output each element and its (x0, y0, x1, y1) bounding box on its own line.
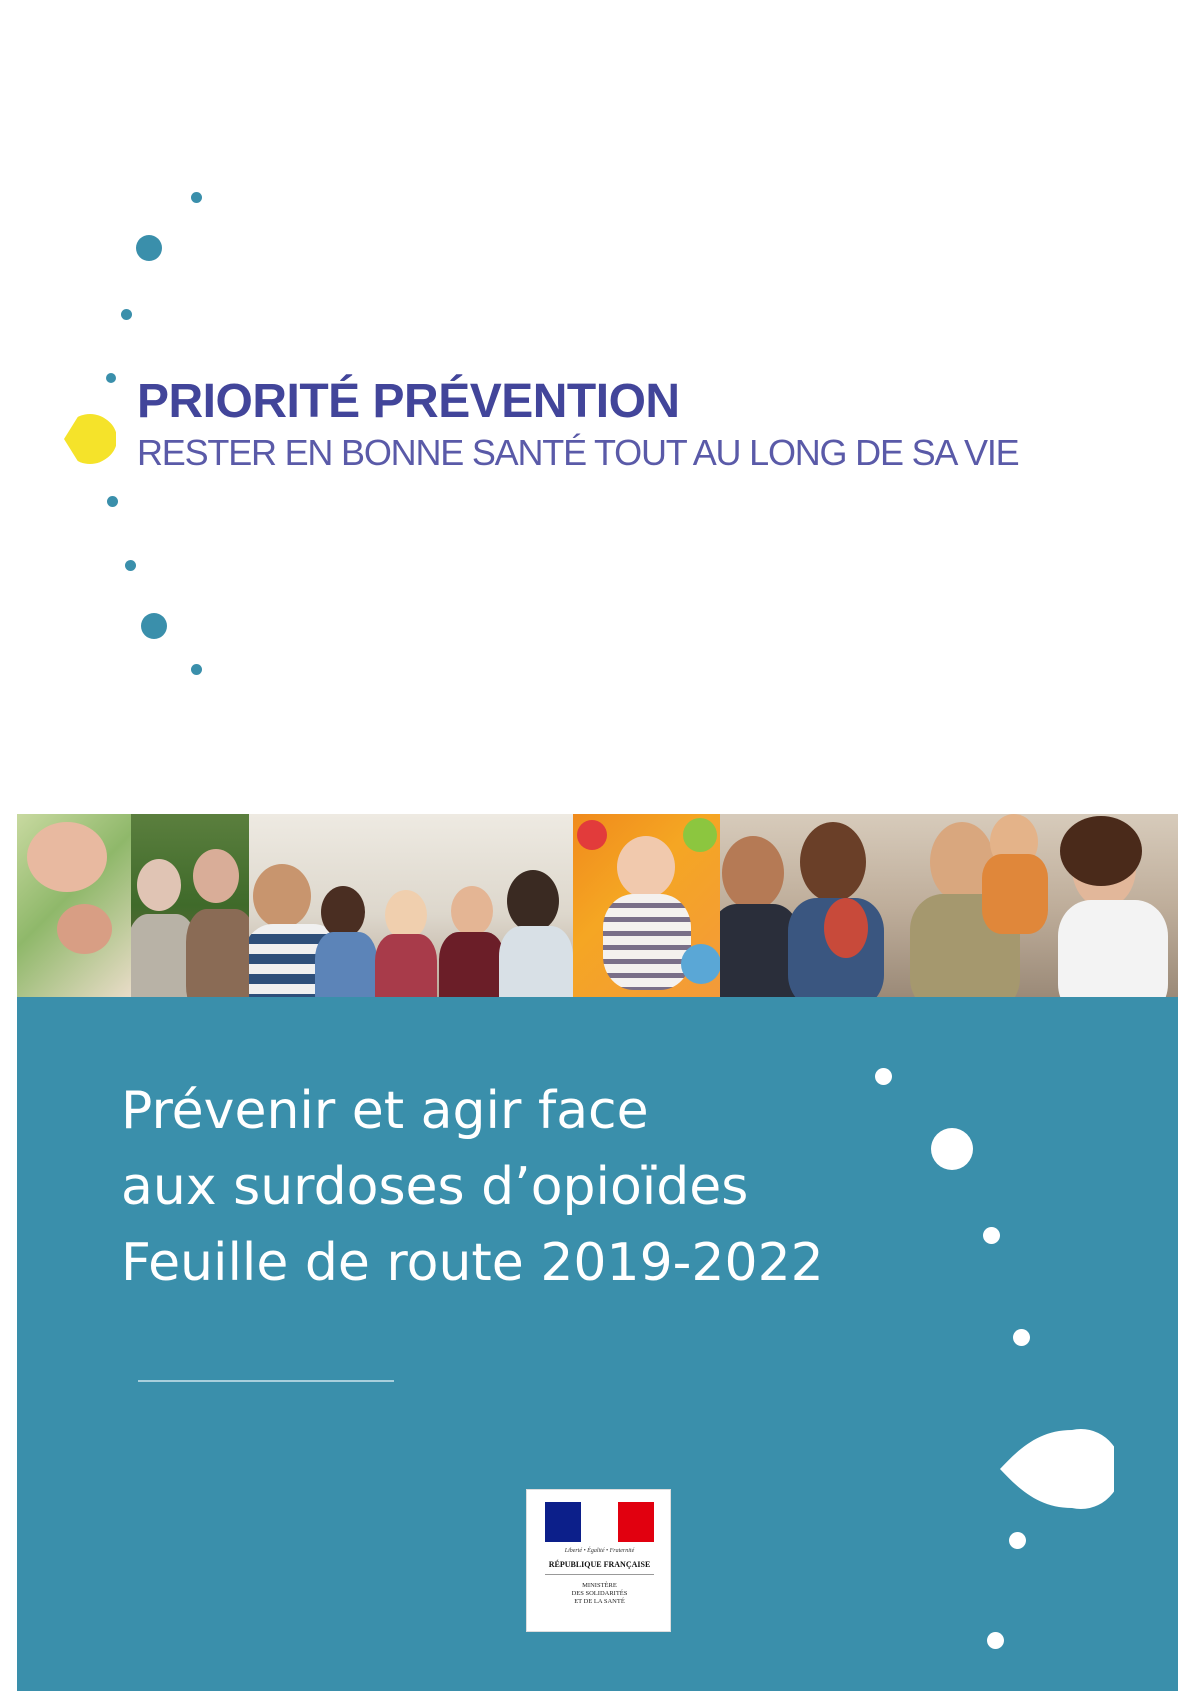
decor-dot (191, 192, 202, 203)
decor-dot (125, 560, 136, 571)
person-head (385, 890, 427, 940)
scarf-shape (824, 898, 868, 958)
man-head (193, 849, 239, 903)
person-head (253, 864, 311, 928)
person-body (375, 934, 437, 997)
toy-shape (683, 818, 717, 852)
header-block (137, 375, 1019, 473)
person-body (439, 932, 505, 997)
ministere-line: DES SOLIDARITÉS (571, 1590, 628, 1597)
ministere-line: ET DE LA SANTÉ (574, 1598, 625, 1605)
hand-shape (57, 904, 112, 954)
woman-head (137, 859, 181, 911)
flag-red-band (618, 1502, 654, 1542)
baby-hands-photo (17, 814, 131, 997)
cover-panel (17, 997, 1178, 1691)
baby-head (617, 836, 675, 898)
flag-icon (545, 1502, 654, 1542)
person-head (800, 822, 866, 902)
decor-dot (1013, 1329, 1030, 1346)
logo-divider (545, 1574, 654, 1575)
cover-title-line: Feuille de route 2019-2022 (121, 1233, 824, 1293)
person-body (499, 926, 573, 997)
toy-shape (577, 820, 607, 850)
decor-dot (121, 309, 132, 320)
flag-white-band (581, 1502, 618, 1542)
photo-strip (17, 814, 1178, 997)
decor-dot (875, 1068, 892, 1085)
logo-ministere (527, 1582, 672, 1606)
elderly-couple-photo (131, 814, 249, 997)
teenagers-group-photo (249, 814, 573, 997)
baby-toys-photo (573, 814, 720, 997)
decor-dot (931, 1128, 973, 1170)
decor-dot (987, 1632, 1004, 1649)
adults-meeting-photo (720, 814, 1178, 997)
decor-dot (1009, 1532, 1026, 1549)
ministere-line: MINISTÈRE (582, 1582, 617, 1589)
hair-shape (1060, 816, 1142, 886)
logo-motto: Liberté • Égalité • Fraternité (564, 1548, 635, 1554)
cover-title (121, 1073, 824, 1301)
cover-title-line: aux surdoses d’opioïdes (121, 1157, 749, 1217)
decor-dot (983, 1227, 1000, 1244)
person-head (507, 870, 559, 932)
decor-dot (141, 613, 167, 639)
white-drop-icon (998, 1428, 1114, 1510)
person-head (321, 886, 365, 938)
logo-republique: RÉPUBLIQUE FRANÇAISE (548, 1560, 651, 1569)
person-body (1058, 900, 1168, 997)
baby-head (27, 822, 107, 892)
decor-dot (106, 373, 116, 383)
decor-dot (107, 496, 118, 507)
flag-blue-band (545, 1502, 581, 1542)
person-body (982, 854, 1048, 934)
marianne-logo (526, 1489, 671, 1632)
divider-line (138, 1380, 394, 1382)
toy-shape (681, 944, 720, 984)
yellow-drop-icon (64, 414, 116, 464)
decor-dot (136, 235, 162, 261)
person-head (451, 886, 493, 936)
person-head (722, 836, 784, 910)
brand-subtitle: RESTER EN BONNE SANTÉ TOUT AU LONG DE SA VIE (137, 432, 1019, 473)
cover-title-line: Prévenir et agir face (121, 1081, 649, 1141)
decor-dot (191, 664, 202, 675)
brand-title: PRIORITÉ PRÉVENTION (137, 375, 680, 428)
yellow-drop-icon (64, 414, 116, 464)
person-body (315, 932, 377, 997)
baby-body (603, 894, 691, 990)
body-shape (186, 909, 249, 997)
